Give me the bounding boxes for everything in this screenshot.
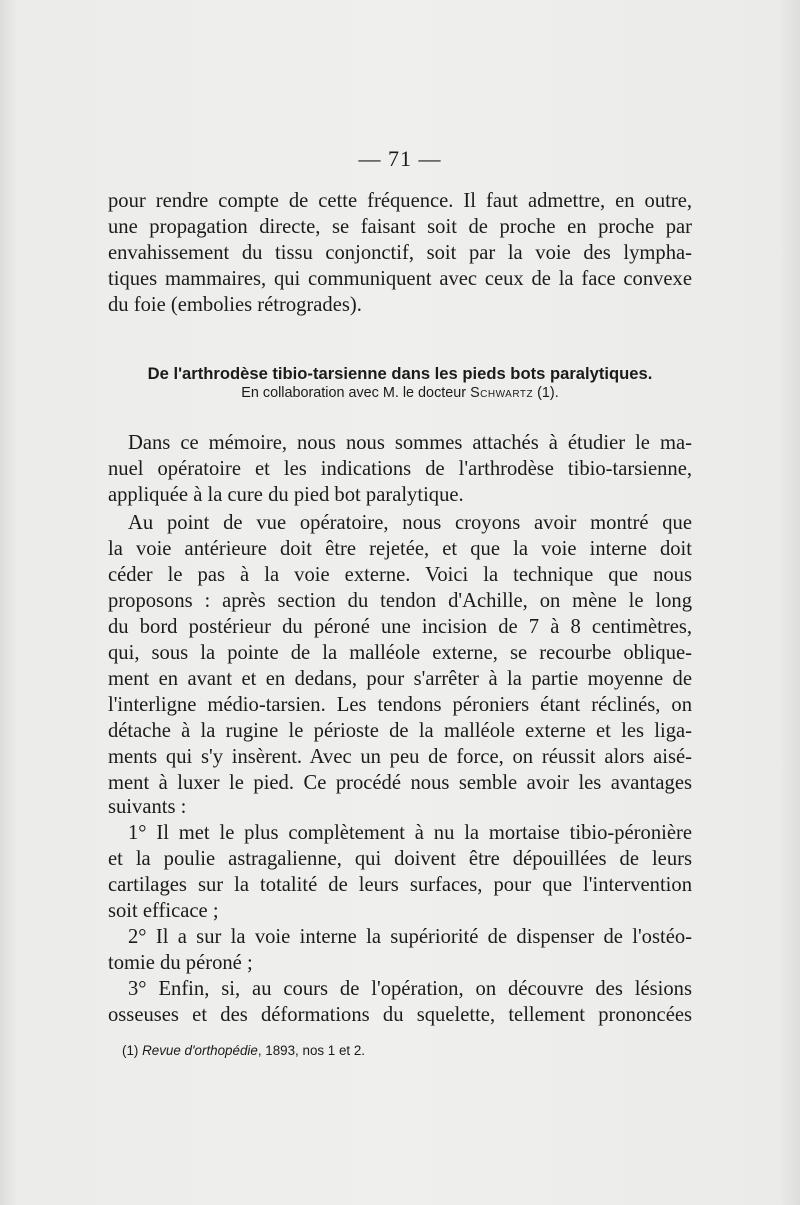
body-line-17: et la poulie astragalienne, qui doivent être dépouillées de leurs	[108, 848, 692, 870]
footnote-details: , 1893, nos 1 et 2.	[257, 1043, 366, 1058]
body-line-12: détache à la rugine le périoste de la malléole externe et les liga-	[108, 720, 692, 742]
body-line-14: ment à luxer le pied. Ce procédé nous semble avoir les avantages	[108, 772, 692, 794]
page-number: — 71 —	[358, 146, 442, 171]
collab-name: Schwartz	[470, 385, 534, 401]
body-line-20: 2° Il a sur la voie interne la supériorité de dispenser de l'ostéo-	[128, 926, 692, 948]
body-line-4: Au point de vue opératoire, nous croyons avoir montré que	[128, 512, 692, 534]
body-line-5: la voie antérieure doit être rejetée, et que la voie interne doit	[108, 538, 692, 560]
footnote-marker: (1)	[122, 1043, 139, 1058]
body-line-7: proposons : après section du tendon d'Achille, on mène le long	[108, 590, 692, 612]
body-line-1: Dans ce mémoire, nous nous sommes attachés à étudier le ma-	[128, 432, 692, 454]
body-line-21: tomie du péroné ;	[108, 952, 253, 974]
body-line-15: suivants :	[108, 796, 187, 818]
intro-line-4: tiques mammaires, qui communiquent avec ceux de la face convexe	[108, 268, 692, 290]
collab-prefix: En collaboration avec M. le docteur	[241, 385, 467, 401]
body-line-22: 3° Enfin, si, au cours de l'opération, on découvre des lésions	[128, 978, 692, 1000]
collaboration-note	[0, 385, 800, 401]
body-line-3: appliquée à la cure du pied bot paralytique.	[108, 484, 464, 506]
section-title: De l'arthrodèse tibio-tarsienne dans les pieds bots paralytiques.	[147, 364, 653, 383]
body-line-13: ments qui s'y insèrent. Avec un peu de force, on réussit alors aisé-	[108, 746, 692, 768]
body-line-9: qui, sous la pointe de la malléole externe, se recourbe oblique-	[108, 642, 692, 664]
body-line-8: du bord postérieur du péroné une incision de 7 à 8 centimètres,	[108, 616, 692, 638]
intro-line-2: une propagation directe, se faisant soit de proche en proche par	[108, 216, 692, 238]
body-line-16: 1° Il met le plus complètement à nu la mortaise tibio-péronière	[128, 822, 692, 844]
collab-suffix: (1).	[537, 385, 559, 401]
footnote	[122, 1043, 365, 1058]
body-line-11: l'interligne médio-tarsien. Les tendons péroniers étant réclinés, on	[108, 694, 692, 716]
body-line-19: soit efficace ;	[108, 900, 219, 922]
intro-line-3: envahissement du tissu conjonctif, soit par la voie des lympha-	[108, 242, 692, 264]
body-line-10: ment en avant et en dedans, pour s'arrêter à la partie moyenne de	[108, 668, 692, 690]
body-line-18: cartilages sur la totalité de leurs surfaces, pour que l'intervention	[108, 874, 692, 896]
intro-line-1: pour rendre compte de cette fréquence. Il faut admettre, en outre,	[108, 190, 692, 212]
body-line-23: osseuses et des déformations du squelette, tellement prononcées	[108, 1004, 692, 1026]
body-line-2: nuel opératoire et les indications de l'arthrodèse tibio-tarsienne,	[108, 458, 692, 480]
intro-line-5: du foie (embolies rétrogrades).	[108, 294, 362, 316]
body-line-6: céder le pas à la voie externe. Voici la technique que nous	[108, 564, 692, 586]
footnote-journal: Revue d'orthopédie	[142, 1043, 258, 1058]
